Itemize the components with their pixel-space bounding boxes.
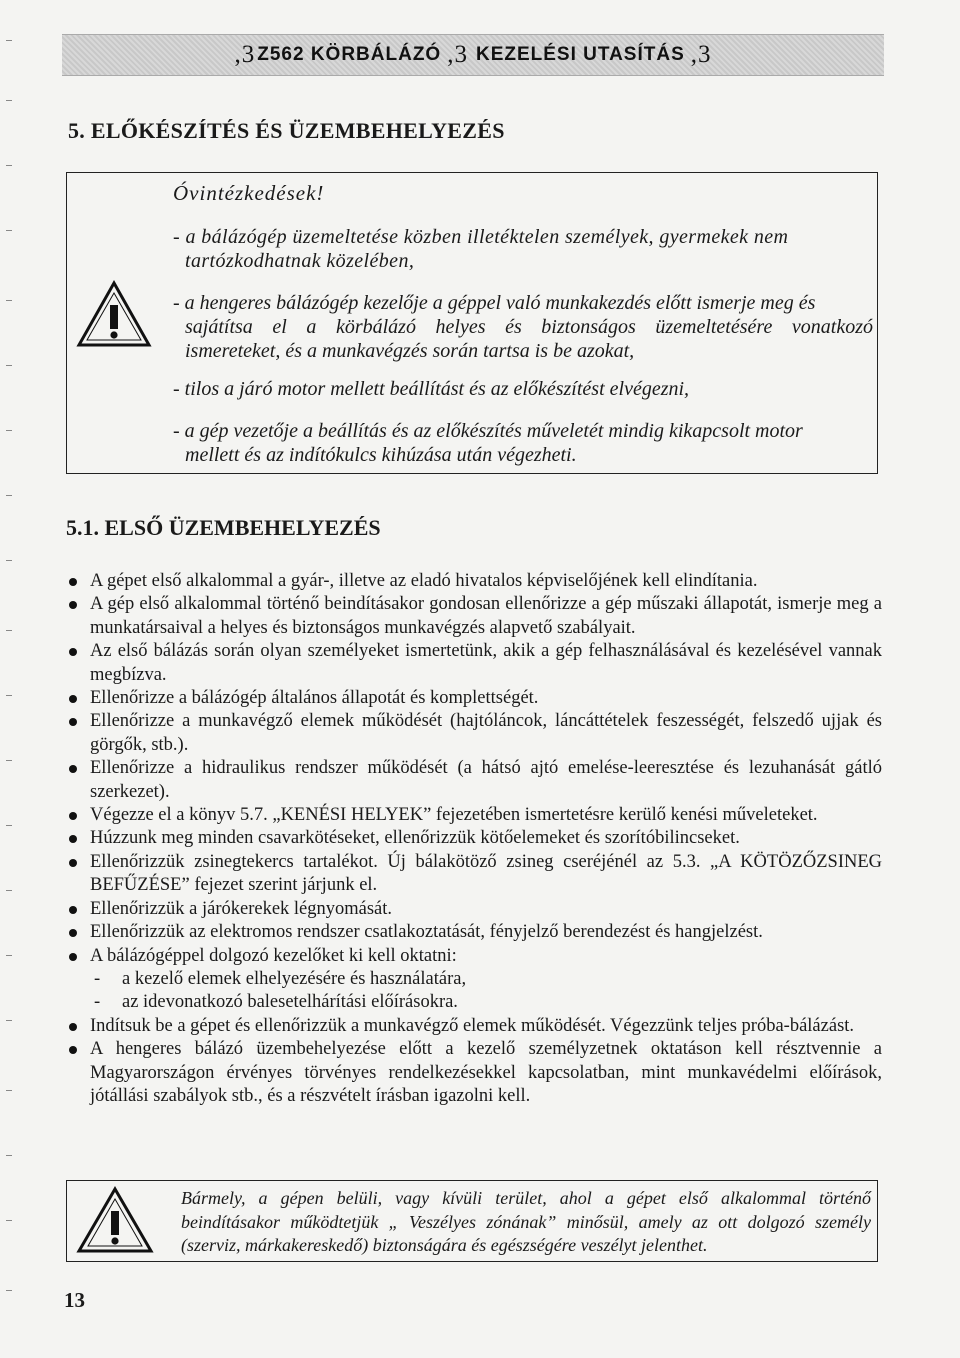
warning-triangle-icon (75, 279, 153, 349)
list-item: A hengeres bálázó üzembehelyezése előtt a kezelő személyzetnek oktatáson kell résztvennie a Magyarországon érvényes törvényes rendelkezésekkel kapcsolatban, mint munkavédelmi előírások, jótállási szabályok stb., és a részvételt írásban igazolni kell. (66, 1038, 882, 1108)
list-item: Az első bálázás során olyan személyeket ismertetünk, akik a gép felhasználásával és kezelésével vannak megbízva. (66, 640, 882, 687)
list-item: A gépet első alkalommal a gyár-, illetve az eladó hivatalos képviselőjének kell elindítania. (66, 570, 882, 593)
header-num-1: ,3 (234, 41, 256, 68)
binding-margin-marks (6, 0, 12, 1358)
list-item: Ellenőrizzük zsinegtekercs tartalékot. Új bálakötöző zsineg cseréjénél az 5.3. „A KÖTÖZŐZSINEG BEFŰZÉSE” fejezet szerint járjunk el. (66, 851, 882, 898)
caution-box (66, 172, 878, 474)
page-number: 13 (64, 1288, 85, 1312)
caution-item-4: - a gép vezetője a beállítás és az előkészítés műveletét mindig kikapcsolt motor mellett és az indítókulcs kihúzása után végezheti. (173, 420, 803, 466)
list-item: Ellenőrizze a bálázógép általános állapotát és komplettségét. (66, 687, 882, 710)
list-item: A gép első alkalommal történő beindításakor gondosan ellenőrizze a gép műszaki állapotát, ismerje meg a munkatársaival a helyes és biztonságos munkavégzés alapvető szabályait. (66, 593, 882, 640)
caution-item-3: - tilos a járó motor mellett beállítást és az előkészítést elvégezni, (173, 378, 690, 400)
dash-item: - az idevonatkozó balesetelhárítási előírásokra. (94, 992, 458, 1013)
checklist (66, 570, 882, 1108)
header-num-3: ,3 (690, 41, 712, 68)
header-model: Z562 KÖRBÁLÁZÓ (257, 44, 442, 65)
warning-triangle-icon (75, 1185, 155, 1255)
list-item: Ellenőrizzük az elektromos rendszer csatlakoztatását, fényjelző berendezést és hangjelzést. (66, 921, 882, 944)
list-item: Indítsuk be a gépet és ellenőrizzük a munkavégző elemek működését. Végezzünk teljes próba-bálázást. (66, 1015, 882, 1038)
danger-zone-warning-box (66, 1180, 878, 1262)
list-item: Ellenőrizze a hidraulikus rendszer működését (a hátsó ajtó emelése-leeresztése és lezuhanását gátló szerkezet). (66, 757, 882, 804)
header-banner (62, 34, 884, 76)
list-item: Húzzunk meg minden csavarkötéseket, ellenőrizzük kötőelemeket és szorítóbilincseket. (66, 827, 882, 850)
caution-item-2: - a hengeres bálázógép kezelője a géppel való munkakezdés előtt ismerje meg és sajátítsa el a körbálázó helyes és biztonságos üzemeltetésére vonatkozó ismereteket, és a munkavégzés során tartsa is be azokat, (173, 292, 873, 362)
list-item: Ellenőrizzük a járókerekek légnyomását. (66, 898, 882, 921)
header-num-2: ,3 (447, 41, 468, 68)
list-item: A bálázógéppel dolgozó kezelőket ki kell oktatni: (66, 945, 882, 968)
dash-item: - a kezelő elemek elhelyezésére és használatára, (94, 968, 467, 989)
danger-zone-text: Bármely, a gépen belüli, vagy kívüli terület, ahol a gépet első alkalommal történő beindításakor működtetjük „ Veszélyes zónának” minősül, amely az ott dolgozó személy (szerviz, márkakereskedő) biztonságára és egészségére veszélyt jelenthet. (181, 1188, 871, 1255)
subsection-title: 5.1. ELSŐ ÜZEMBEHELYEZÉS (66, 515, 381, 540)
caution-title: Óvintézkedések! (173, 181, 325, 205)
header-manual: KEZELÉSI UTASÍTÁS (475, 44, 685, 65)
section-title: 5. ELŐKÉSZÍTÉS ÉS ÜZEMBEHELYEZÉS (68, 118, 505, 143)
list-item: Ellenőrizze a munkavégző elemek működését (hajtóláncok, láncáttételek feszességét, felszedő ujjak és görgők, stb.). (66, 710, 882, 757)
caution-item-1: - a bálázógép üzemeltetése közben illetéktelen személyek, gyermekek nem tartózkodhatnak közelében, (173, 226, 789, 272)
list-item: Végezze el a könyv 5.7. „KENÉSI HELYEK” fejezetében ismertetésre kerülő kenési műveleteket. (66, 804, 882, 827)
